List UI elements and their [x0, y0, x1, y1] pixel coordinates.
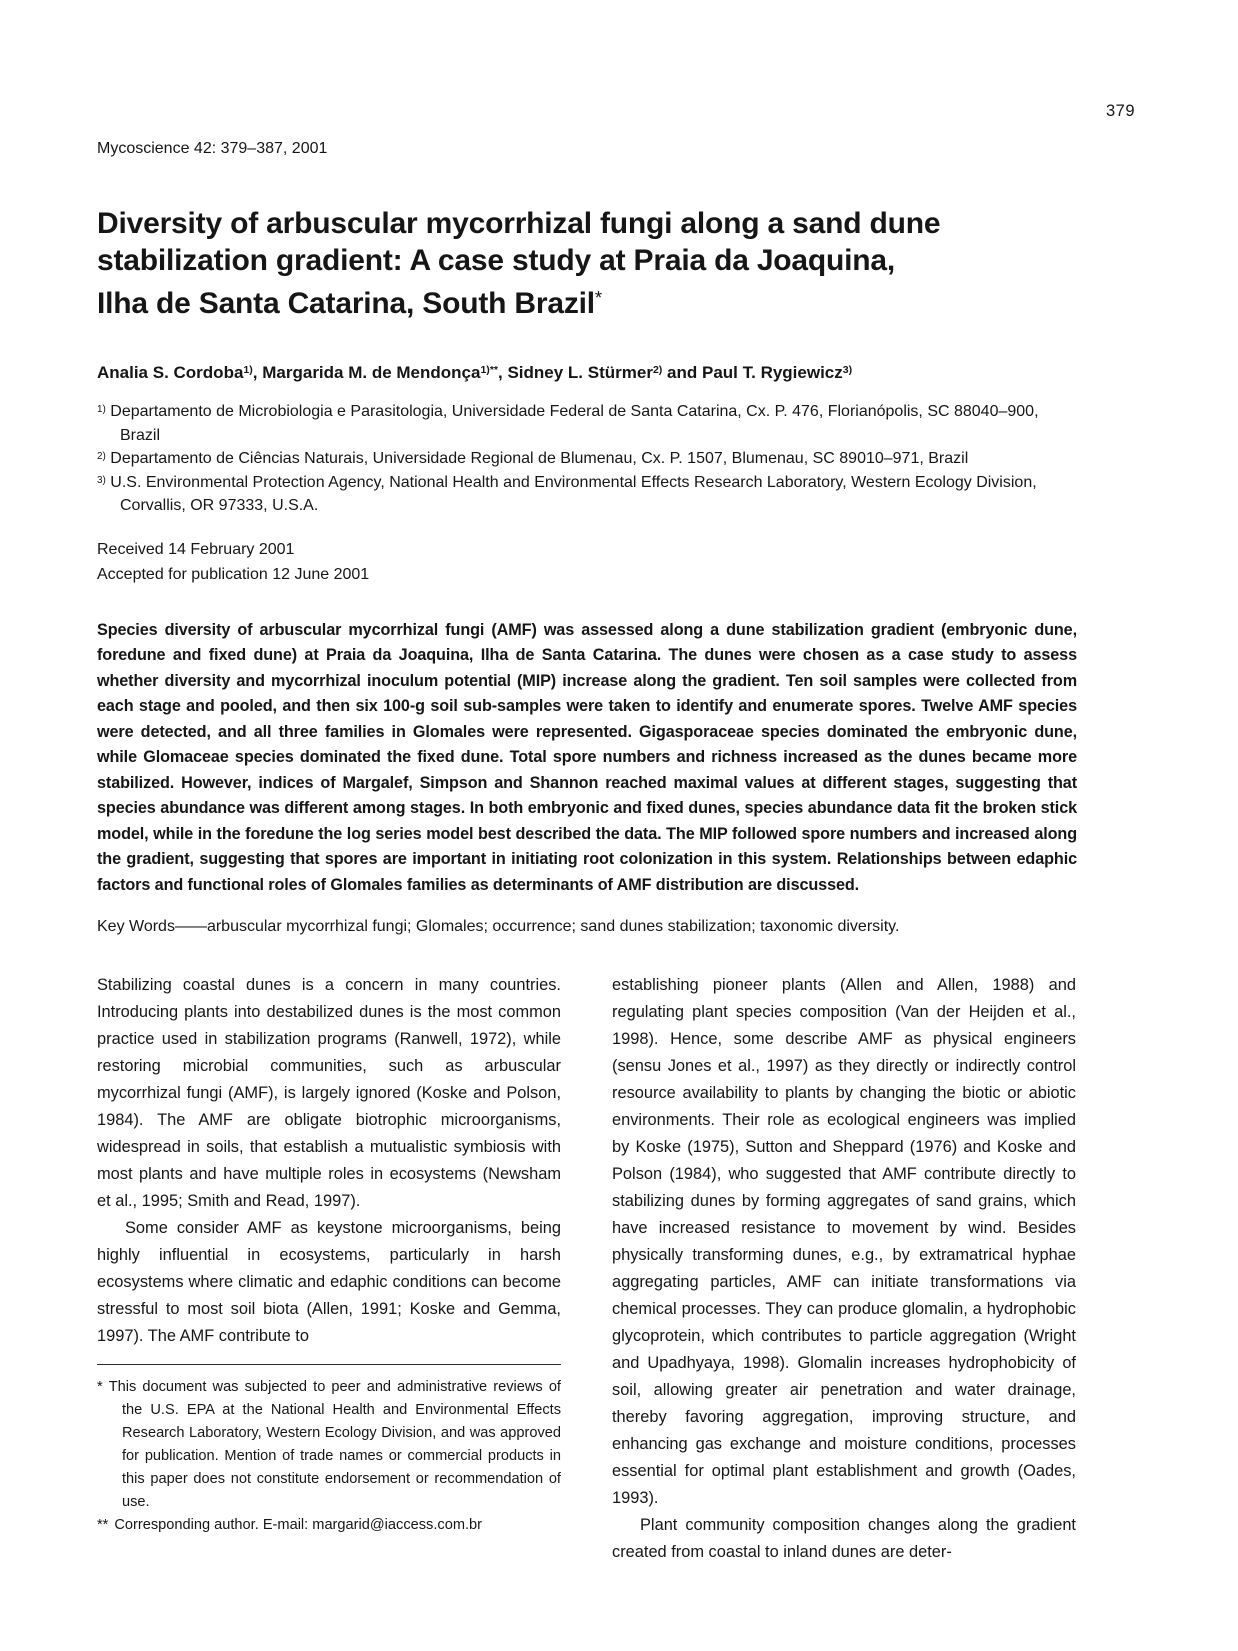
footnote-divider [97, 1364, 561, 1365]
keywords-label: Key Words [97, 918, 175, 935]
keywords-text: arbuscular mycorrhizal fungi; Glomales; occurrence; sand dunes stabilization; taxonomic diversity. [206, 918, 900, 935]
affiliation-marker: 3) [97, 474, 106, 486]
affiliation-text: U.S. Environmental Protection Agency, National Health and Environmental Effects Research Laboratory, Western Ecology Division, Corvallis, OR 97333, U.S.A. [110, 473, 1037, 514]
footnote-text: Corresponding author. E-mail: margarid@iaccess.com.br [114, 1517, 483, 1533]
affiliation-marker: 1) [97, 404, 106, 415]
footnote-block [97, 1364, 561, 1537]
author-affiliation-marker: 1) [243, 364, 253, 376]
article-title-line-3: Ilha de Santa Catarina, South Brazil [97, 287, 595, 320]
article-title-line-2: stabilization gradient: A case study at Praia da Joaquina, [97, 244, 896, 277]
article-title-line-1: Diversity of arbuscular mycorrhizal fungi along a sand dune [97, 207, 941, 240]
manuscript-dates [97, 537, 1077, 588]
author-name: Analia S. Cordoba [97, 363, 244, 382]
author-affiliation-marker: 3) [842, 364, 853, 376]
footnote-item [97, 1376, 561, 1514]
affiliation-text: Departamento de Microbiologia e Parasitologia, Universidade Federal de Santa Catarina, Cx. P. 476, Florianópolis, SC 88040–900, Brazil [110, 403, 1039, 444]
page-number: 379 [1105, 102, 1135, 120]
keywords-dash: —— [174, 918, 207, 935]
body-paragraph: Some consider AMF as keystone microorganisms, being highly influential in ecosystems, particularly in harsh ecosystems where climatic and edaphic conditions can become stressful to most soil biota (Allen, 1991; Koske and Gemma, 1997). The AMF contribute to [97, 1219, 561, 1345]
author-list [97, 363, 1077, 383]
author-name: , Margarida M. de Mendonça [252, 363, 481, 382]
footnote-item [97, 1514, 561, 1537]
footnote-marker: * [97, 1379, 103, 1395]
accepted-date: Accepted for publication 12 June 2001 [97, 566, 370, 583]
affiliation-item [97, 447, 1077, 471]
body-column-right [612, 972, 1076, 1566]
article-title [97, 205, 1077, 322]
author-affiliation-marker: 1)** [480, 364, 499, 376]
body-column-left [97, 972, 561, 1566]
body-paragraph: establishing pioneer plants (Allen and Allen, 1988) and regulating plant species composition (Van der Heijden et al., 1998). Hence, some describe AMF as physical engineers (sensu Jones et al., 1997) as they directly or indirectly control resource availability to plants by changing the biotic or abiotic environments. Their role as ecological engineers was implied by Koske (1975), Sutton and Sheppard (1976) and Koske and Polson (1984), who suggested that AMF contribute directly to stabilizing dunes by forming aggregates of sand grains, which have increased resistance to movement by wind. Besides physically transforming dunes, e.g., by extramatrical hyphae aggregating particles, AMF can initiate transformations via chemical processes. They can produce glomalin, a hydrophobic glycoprotein, which contributes to particle aggregation (Wright and Upadhyaya, 1998). Glomalin increases hydrophobicity of soil, allowing greater air penetration and water drainage, thereby favoring aggregation, improving structure, and enhancing gas exchange and moisture conditions, processes essential for optimal plant establishment and growth (Oades, 1993). [612, 976, 1076, 1507]
affiliation-item [97, 471, 1077, 518]
footnote-text: This document was subjected to peer and administrative reviews of the U.S. EPA at the National Health and Environmental Effects Research Laboratory, Western Ecology Division, and was approved for publication. Mention of trade names or commercial products in this paper does not constitute endorsement or recommendation of use. [108, 1379, 561, 1510]
affiliation-list [97, 400, 1077, 518]
journal-citation: Mycoscience 42: 379–387, 2001 [97, 140, 328, 157]
affiliation-item [97, 400, 1077, 447]
body-columns [97, 972, 1077, 1566]
author-name: , Sidney L. Stürmer [498, 363, 653, 382]
received-date: Received 14 February 2001 [97, 540, 295, 558]
title-footnote-marker: * [594, 287, 602, 308]
abstract: Species diversity of arbuscular mycorrhizal fungi (AMF) was assessed along a dune stabilization gradient (embryonic dune, foredune and fixed dune) at Praia da Joaquina, Ilha de Santa Catarina. The dunes were chosen as a case study to assess whether diversity and mycorrhizal inoculum potential (MIP) increase along the gradient. Ten soil samples were collected from each stage and pooled, and then six 100-g soil sub-samples were taken to identify and enumerate spores. Twelve AMF species were detected, and all three families in Glomales were represented. Gigasporaceae species dominated the embryonic dune, while Glomaceae species dominated the fixed dune. Total spore numbers and richness increased as the dunes became more stabilized. However, indices of Margalef, Simpson and Shannon reached maximal values at different stages, suggesting that species abundance was different among stages. In both embryonic and fixed dunes, species abundance data fit the broken stick model, while in the foredune the log series model best described the data. The MIP followed spore numbers and increased along the gradient, suggesting that spores are important in initiating root colonization in this system. Relationships between edaphic factors and functional roles of Glomales families as determinants of AMF distribution are discussed. [97, 620, 1077, 894]
affiliation-text: Departamento de Ciências Naturais, Universidade Regional de Blumenau, Cx. P. 1507, Blumenau, SC 89010–971, Brazil [110, 450, 969, 467]
affiliation-marker: 2) [97, 451, 106, 462]
author-affiliation-marker: 2) [652, 364, 663, 376]
body-paragraph: Stabilizing coastal dunes is a concern in many countries. Introducing plants into destabilized dunes is the most common practice used in stabilization programs (Ranwell, 1972), while restoring microbial communities, such as arbuscular mycorrhizal fungi (AMF), is largely ignored (Koske and Polson, 1984). The AMF are obligate biotrophic microorganisms, widespread in soils, that establish a mutualistic symbiosis with most plants and have multiple roles in ecosystems (Newsham et al., 1995; Smith and Read, 1997). [97, 976, 561, 1210]
footnote-marker: ** [97, 1517, 109, 1533]
author-name: and Paul T. Rygiewicz [662, 363, 843, 382]
keywords-line [97, 915, 1077, 939]
body-paragraph: Plant community composition changes along the gradient created from coastal to inland dunes are deter- [612, 1516, 1076, 1561]
